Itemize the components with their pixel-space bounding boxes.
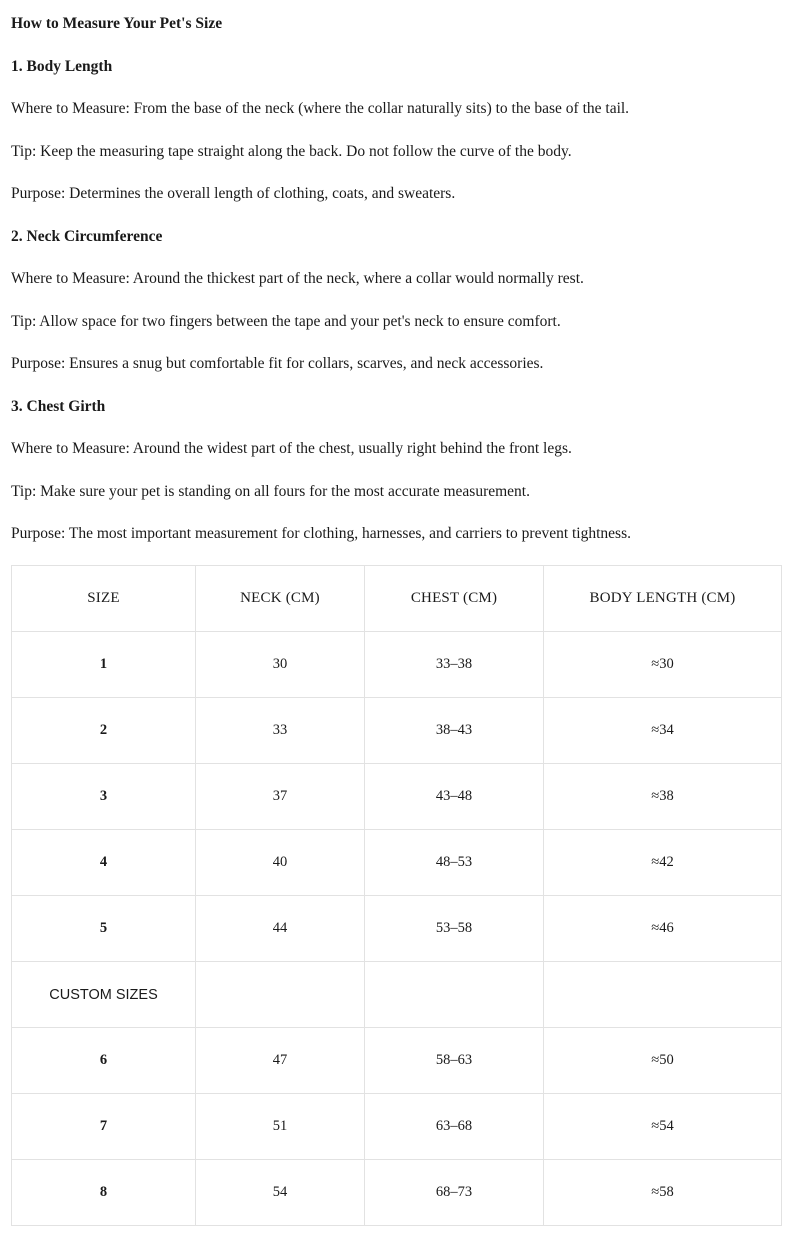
body-length-cell: ≈42 [544,830,782,896]
size-cell: 5 [12,896,196,962]
size-cell: 3 [12,764,196,830]
body-length-where: Where to Measure: From the base of the neck (where the collar naturally sits) to the base of the tail. [11,100,630,117]
chest-cell: 48–53 [365,830,544,896]
neck-cell: 51 [196,1094,365,1160]
chest-cell: 63–68 [365,1094,544,1160]
header-chest: CHEST (CM) [365,566,544,632]
empty-cell [196,962,365,1028]
size-cell: 6 [12,1028,196,1094]
custom-sizes-row [12,962,782,1028]
table-row [12,830,782,896]
neck-cell: 30 [196,632,365,698]
neck-cell: 33 [196,698,365,764]
body-length-tip: Tip: Keep the measuring tape straight along the back. Do not follow the curve of the body. [11,143,572,160]
table-row [12,896,782,962]
custom-sizes-label: CUSTOM SIZES [12,962,196,1028]
neck-purpose: Purpose: Ensures a snug but comfortable fit for collars, scarves, and neck accessories. [11,355,544,372]
neck-cell: 44 [196,896,365,962]
section-heading-chest: 3. Chest Girth [11,398,106,415]
chest-cell: 33–38 [365,632,544,698]
table-row [12,698,782,764]
neck-tip: Tip: Allow space for two fingers between the tape and your pet's neck to ensure comfort. [11,313,561,330]
page-title: How to Measure Your Pet's Size [11,15,223,32]
table-row [12,632,782,698]
chest-cell: 68–73 [365,1160,544,1226]
size-cell: 7 [12,1094,196,1160]
neck-cell: 37 [196,764,365,830]
table-row [12,1094,782,1160]
table-row [12,764,782,830]
body-length-cell: ≈30 [544,632,782,698]
body-length-cell: ≈46 [544,896,782,962]
chest-cell: 58–63 [365,1028,544,1094]
header-body-length: BODY LENGTH (CM) [544,566,782,632]
neck-cell: 47 [196,1028,365,1094]
size-chart-table [11,565,782,1226]
body-length-cell: ≈58 [544,1160,782,1226]
table-header-row [12,566,782,632]
body-length-cell: ≈54 [544,1094,782,1160]
size-cell: 2 [12,698,196,764]
size-cell: 1 [12,632,196,698]
size-cell: 8 [12,1160,196,1226]
chest-cell: 38–43 [365,698,544,764]
header-neck: NECK (CM) [196,566,365,632]
neck-cell: 40 [196,830,365,896]
body-length-purpose: Purpose: Determines the overall length of clothing, coats, and sweaters. [11,185,456,202]
header-size: SIZE [12,566,196,632]
body-length-cell: ≈50 [544,1028,782,1094]
empty-cell [365,962,544,1028]
empty-cell [544,962,782,1028]
neck-cell: 54 [196,1160,365,1226]
chest-purpose: Purpose: The most important measurement for clothing, harnesses, and carriers to prevent tightness. [11,525,631,542]
body-length-cell: ≈38 [544,764,782,830]
chest-tip: Tip: Make sure your pet is standing on all fours for the most accurate measurement. [11,483,530,500]
table-row [12,1160,782,1226]
chest-cell: 43–48 [365,764,544,830]
chest-cell: 53–58 [365,896,544,962]
size-cell: 4 [12,830,196,896]
table-row [12,1028,782,1094]
neck-where: Where to Measure: Around the thickest part of the neck, where a collar would normally rest. [11,270,584,287]
section-heading-body-length: 1. Body Length [11,58,113,75]
section-heading-neck: 2. Neck Circumference [11,228,163,245]
body-length-cell: ≈34 [544,698,782,764]
chest-where: Where to Measure: Around the widest part of the chest, usually right behind the front legs. [11,440,572,457]
